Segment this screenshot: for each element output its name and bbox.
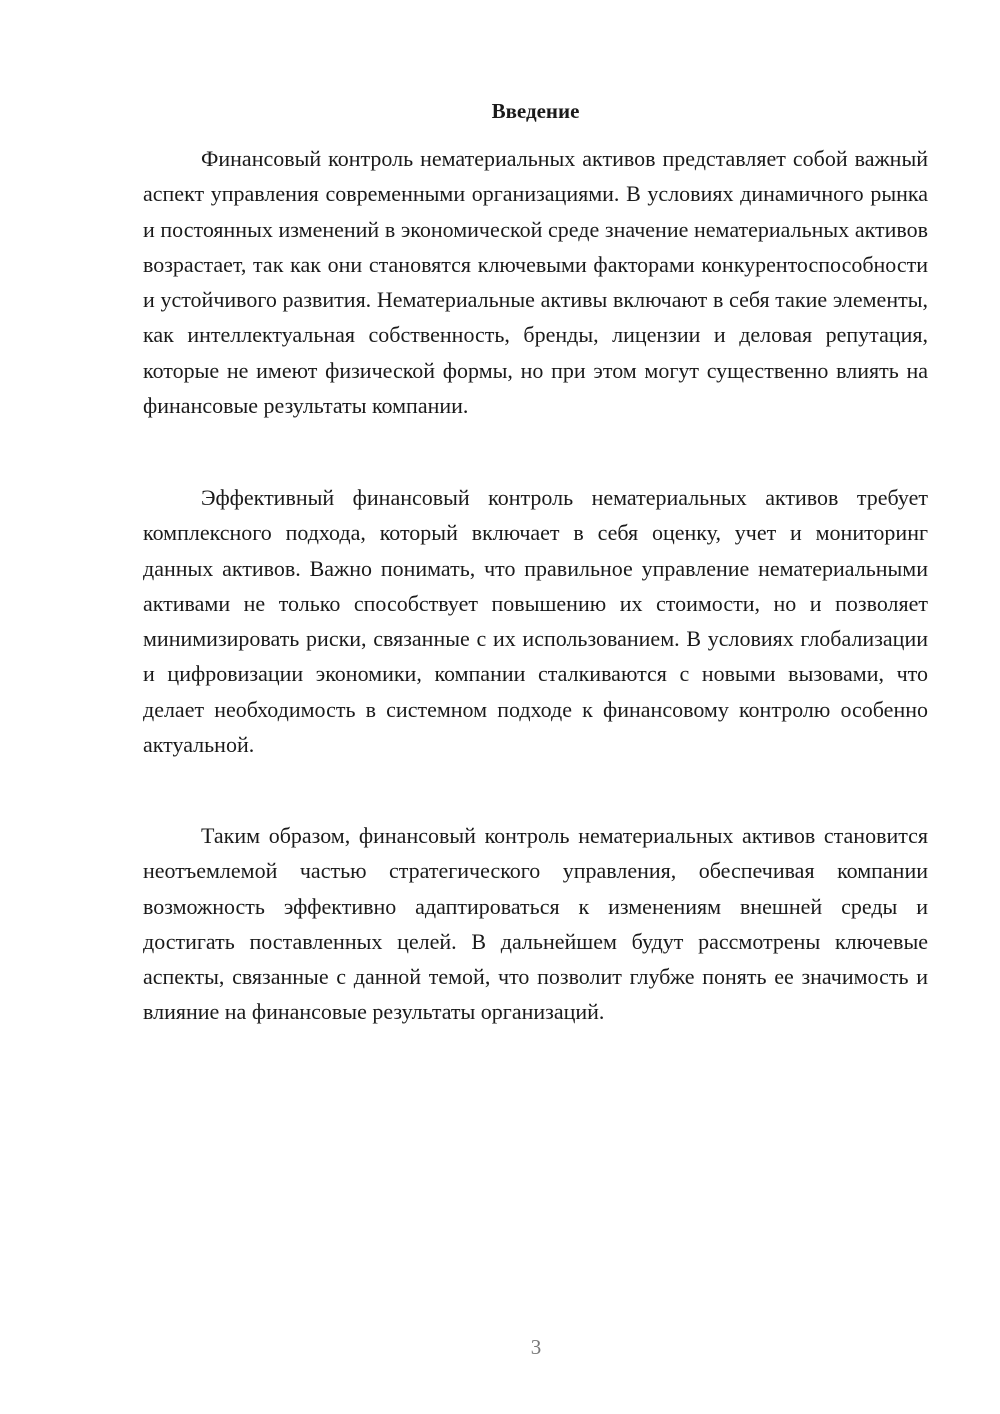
paragraph-approach: Эффективный финансовый контроль нематериальных активов требует комплексного подхода, который включает в себя оценку, учет и мониторинг данных активов. Важно понимать, что правильное управление нематериальными активами не только способствует повышению их стоимости, но и позволяет минимизировать риски, связанные с их использованием. В условиях глобализации и цифровизации экономики, компании сталкиваются с новыми вызовами, что делает необходимость в системном подходе к финансовому контролю особенно актуальной. xyxy=(143,485,928,758)
paragraph-conclusion: Таким образом, финансовый контроль нематериальных активов становится неотъемлемой частью стратегического управления, обеспечивая компании возможность эффективно адаптироваться к изменениям внешней среды и достигать поставленных целей. В дальнейшем будут рассмотрены ключевые аспекты, связанные с данной темой, что позволит глубже понять ее значимость и влияние на финансовые результаты организаций. xyxy=(143,823,928,1025)
section-heading: Введение xyxy=(491,99,580,123)
paragraph-intro: Финансовый контроль нематериальных активов представляет собой важный аспект управления современными организациями. В условиях динамичного рынка и постоянных изменений в экономической среде значение нематериальных активов возрастает, так как они становятся ключевыми факторами конкурентоспособности и устойчивого развития. Нематериальные активы включают в себя такие элементы, как интеллектуальная собственность, бренды, лицензии и деловая репутация, которые не имеют физической формы, но при этом могут существенно влиять на финансовые результаты компании. xyxy=(143,146,928,419)
page-number: 3 xyxy=(530,1335,542,1359)
